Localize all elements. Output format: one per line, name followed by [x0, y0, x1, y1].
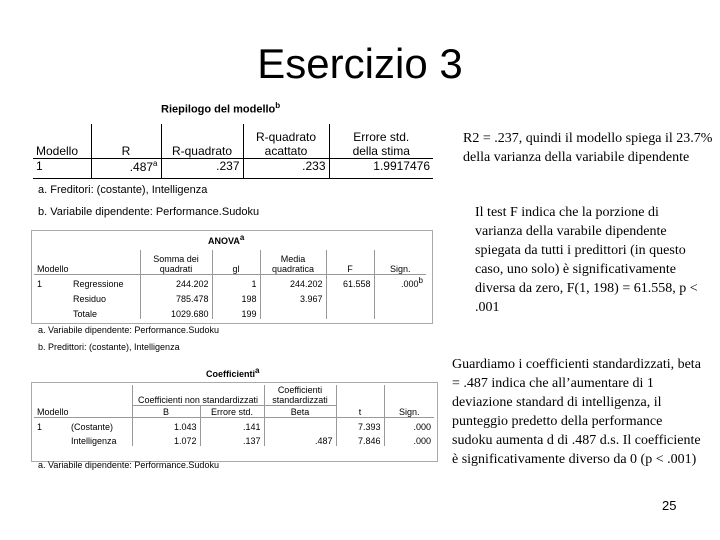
anova-col-model: Modello — [34, 250, 140, 274]
coef-col-model: Modello — [34, 406, 132, 418]
model-number: 1 — [33, 158, 91, 178]
coef-beta — [264, 418, 336, 432]
coef-col-se: Errore std. — [200, 406, 264, 418]
anova-ms — [260, 304, 326, 319]
page-number: 25 — [662, 498, 677, 513]
std-error-line2: della stima — [352, 143, 410, 158]
r2-explanation: R2 = .237, quindi il modello spiega il 23.7% della varianza della variabile dipendente — [463, 131, 713, 165]
col-header-r: R — [91, 124, 161, 158]
coef-col-b: B — [132, 406, 200, 418]
anova-ss-line2: quadrati — [159, 263, 193, 274]
adj-r2-line2: acattato — [264, 143, 308, 158]
anova-ms-line2: quadratica — [271, 263, 315, 274]
anova-caption — [208, 233, 244, 246]
coef-header-unstd: Coefficienti non standardizzati — [132, 385, 264, 406]
col-header-r2: R-quadrato — [161, 124, 243, 158]
anova-row-label: Residuo — [73, 294, 107, 304]
anova-col-f: F — [326, 250, 374, 274]
coefficients-caption-text: Coefficienti — [206, 369, 256, 379]
coef-se: .137 — [200, 432, 264, 446]
anova-df: 199 — [212, 304, 260, 319]
coef-row-constant — [34, 418, 434, 432]
coefficients-table — [34, 385, 434, 446]
coef-col-beta: Beta — [264, 406, 336, 418]
model-summary-caption-sup: b — [275, 101, 281, 110]
beta-explanation: Guardiamo i coefficienti standardizzati, beta = .487 indica che all’aumentare di 1 deviazione standard di intelligenza, il punteggio predetto della performance sudoku aumenta d di .487 d.s. Il coefficiente è significativamente diverso da 0 (p < .001) — [452, 357, 701, 467]
coef-row-label: Intelligenza — [71, 435, 117, 446]
col-header-adj-r2 — [243, 124, 329, 158]
coef-se: .141 — [200, 418, 264, 432]
anova-f: 61.558 — [326, 274, 374, 289]
coef-header-std — [264, 385, 336, 406]
col-header-model: Modello — [33, 124, 91, 158]
coef-b: 1.072 — [132, 432, 200, 446]
model-summary-caption — [161, 101, 280, 116]
model-summary-table — [33, 124, 433, 179]
std-error-line1: Errore std. — [353, 129, 410, 144]
anova-col-sig: Sign. — [374, 250, 426, 274]
anova-sig-sup: b — [418, 276, 423, 285]
coef-t: 7.846 — [336, 432, 384, 446]
coef-row-label: (Costante) — [71, 421, 114, 432]
r2-value: .237 — [161, 158, 243, 178]
r-value-cell — [91, 158, 161, 178]
coef-row-intelligence — [34, 432, 434, 446]
anova-caption-text: ANOVA — [208, 236, 240, 246]
coef-t: 7.393 — [336, 418, 384, 432]
anova-sig-cell — [374, 274, 426, 289]
adj-r2-line1: R-quadrato — [255, 129, 317, 144]
anova-ms: 3.967 — [260, 289, 326, 304]
r-value: .487 — [129, 159, 154, 174]
coef-model-number: 1 — [37, 421, 43, 432]
coef-col-t: t — [336, 406, 384, 418]
anova-df: 1 — [212, 274, 260, 289]
coef-col-sig: Sign. — [384, 406, 434, 418]
anova-ms-line1: Media — [280, 253, 306, 264]
anova-note-a: a. Variabile dipendente: Performance.Sudoku — [38, 325, 219, 335]
anova-sig: .000 — [401, 279, 419, 289]
anova-row-residual — [34, 289, 426, 304]
anova-row-total — [34, 304, 426, 319]
coef-sig: .000 — [384, 418, 434, 432]
r-value-sup: a — [153, 158, 158, 168]
coef-std-line2: standardizzati — [272, 395, 328, 405]
anova-ss: 1029.680 — [140, 304, 212, 319]
coef-b: 1.043 — [132, 418, 200, 432]
col-header-std-error — [329, 124, 433, 158]
anova-f — [326, 289, 374, 304]
anova-sig — [374, 304, 426, 319]
anova-caption-sup: a — [239, 233, 245, 242]
anova-row-label: Totale — [73, 309, 98, 319]
anova-ss-line1: Somma dei — [153, 253, 199, 264]
coef-sig: .000 — [384, 432, 434, 446]
coefficients-caption-sup: a — [255, 366, 260, 375]
anova-sig — [374, 289, 426, 304]
anova-table — [34, 250, 426, 319]
coefficients-note-a: a. Variabile dipendente: Performance.Sudoku — [38, 460, 219, 470]
anova-row-regression — [34, 274, 426, 289]
model-summary-note-a: a. Freditori: (costante), Intelligenza — [38, 184, 208, 196]
anova-ms: 244.202 — [260, 274, 326, 289]
anova-df: 198 — [212, 289, 260, 304]
coefficients-caption — [206, 366, 259, 379]
adj-r2-value: .233 — [243, 158, 329, 178]
anova-row-label: Regressione — [73, 279, 124, 289]
model-summary-caption-text: Riepilogo del modello — [161, 103, 276, 116]
coef-std-line1: Coefficienti — [277, 385, 323, 395]
model-summary-note-b: b. Variabile dipendente: Performance.Sudoku — [38, 206, 260, 218]
f-test-explanation: Il test F indica che la porzione di varianza della varabile dipendente spiegata da tutti i predittori (in questo caso, uno solo) è significativamente diversa da zero, F(1, 198) = 61.558, p < .001 — [475, 205, 698, 315]
anova-f — [326, 304, 374, 319]
anova-col-ms — [260, 250, 326, 274]
anova-model-number: 1 — [37, 279, 43, 289]
std-error-value: 1.9917476 — [329, 158, 433, 178]
anova-col-ss — [140, 250, 212, 274]
anova-note-b: b. Predittori: (costante), Intelligenza — [38, 342, 180, 352]
slide-title: Esercizio 3 — [257, 40, 463, 87]
anova-ss: 244.202 — [140, 274, 212, 289]
anova-col-df: gl — [212, 250, 260, 274]
anova-ss: 785.478 — [140, 289, 212, 304]
coef-beta: .487 — [264, 432, 336, 446]
